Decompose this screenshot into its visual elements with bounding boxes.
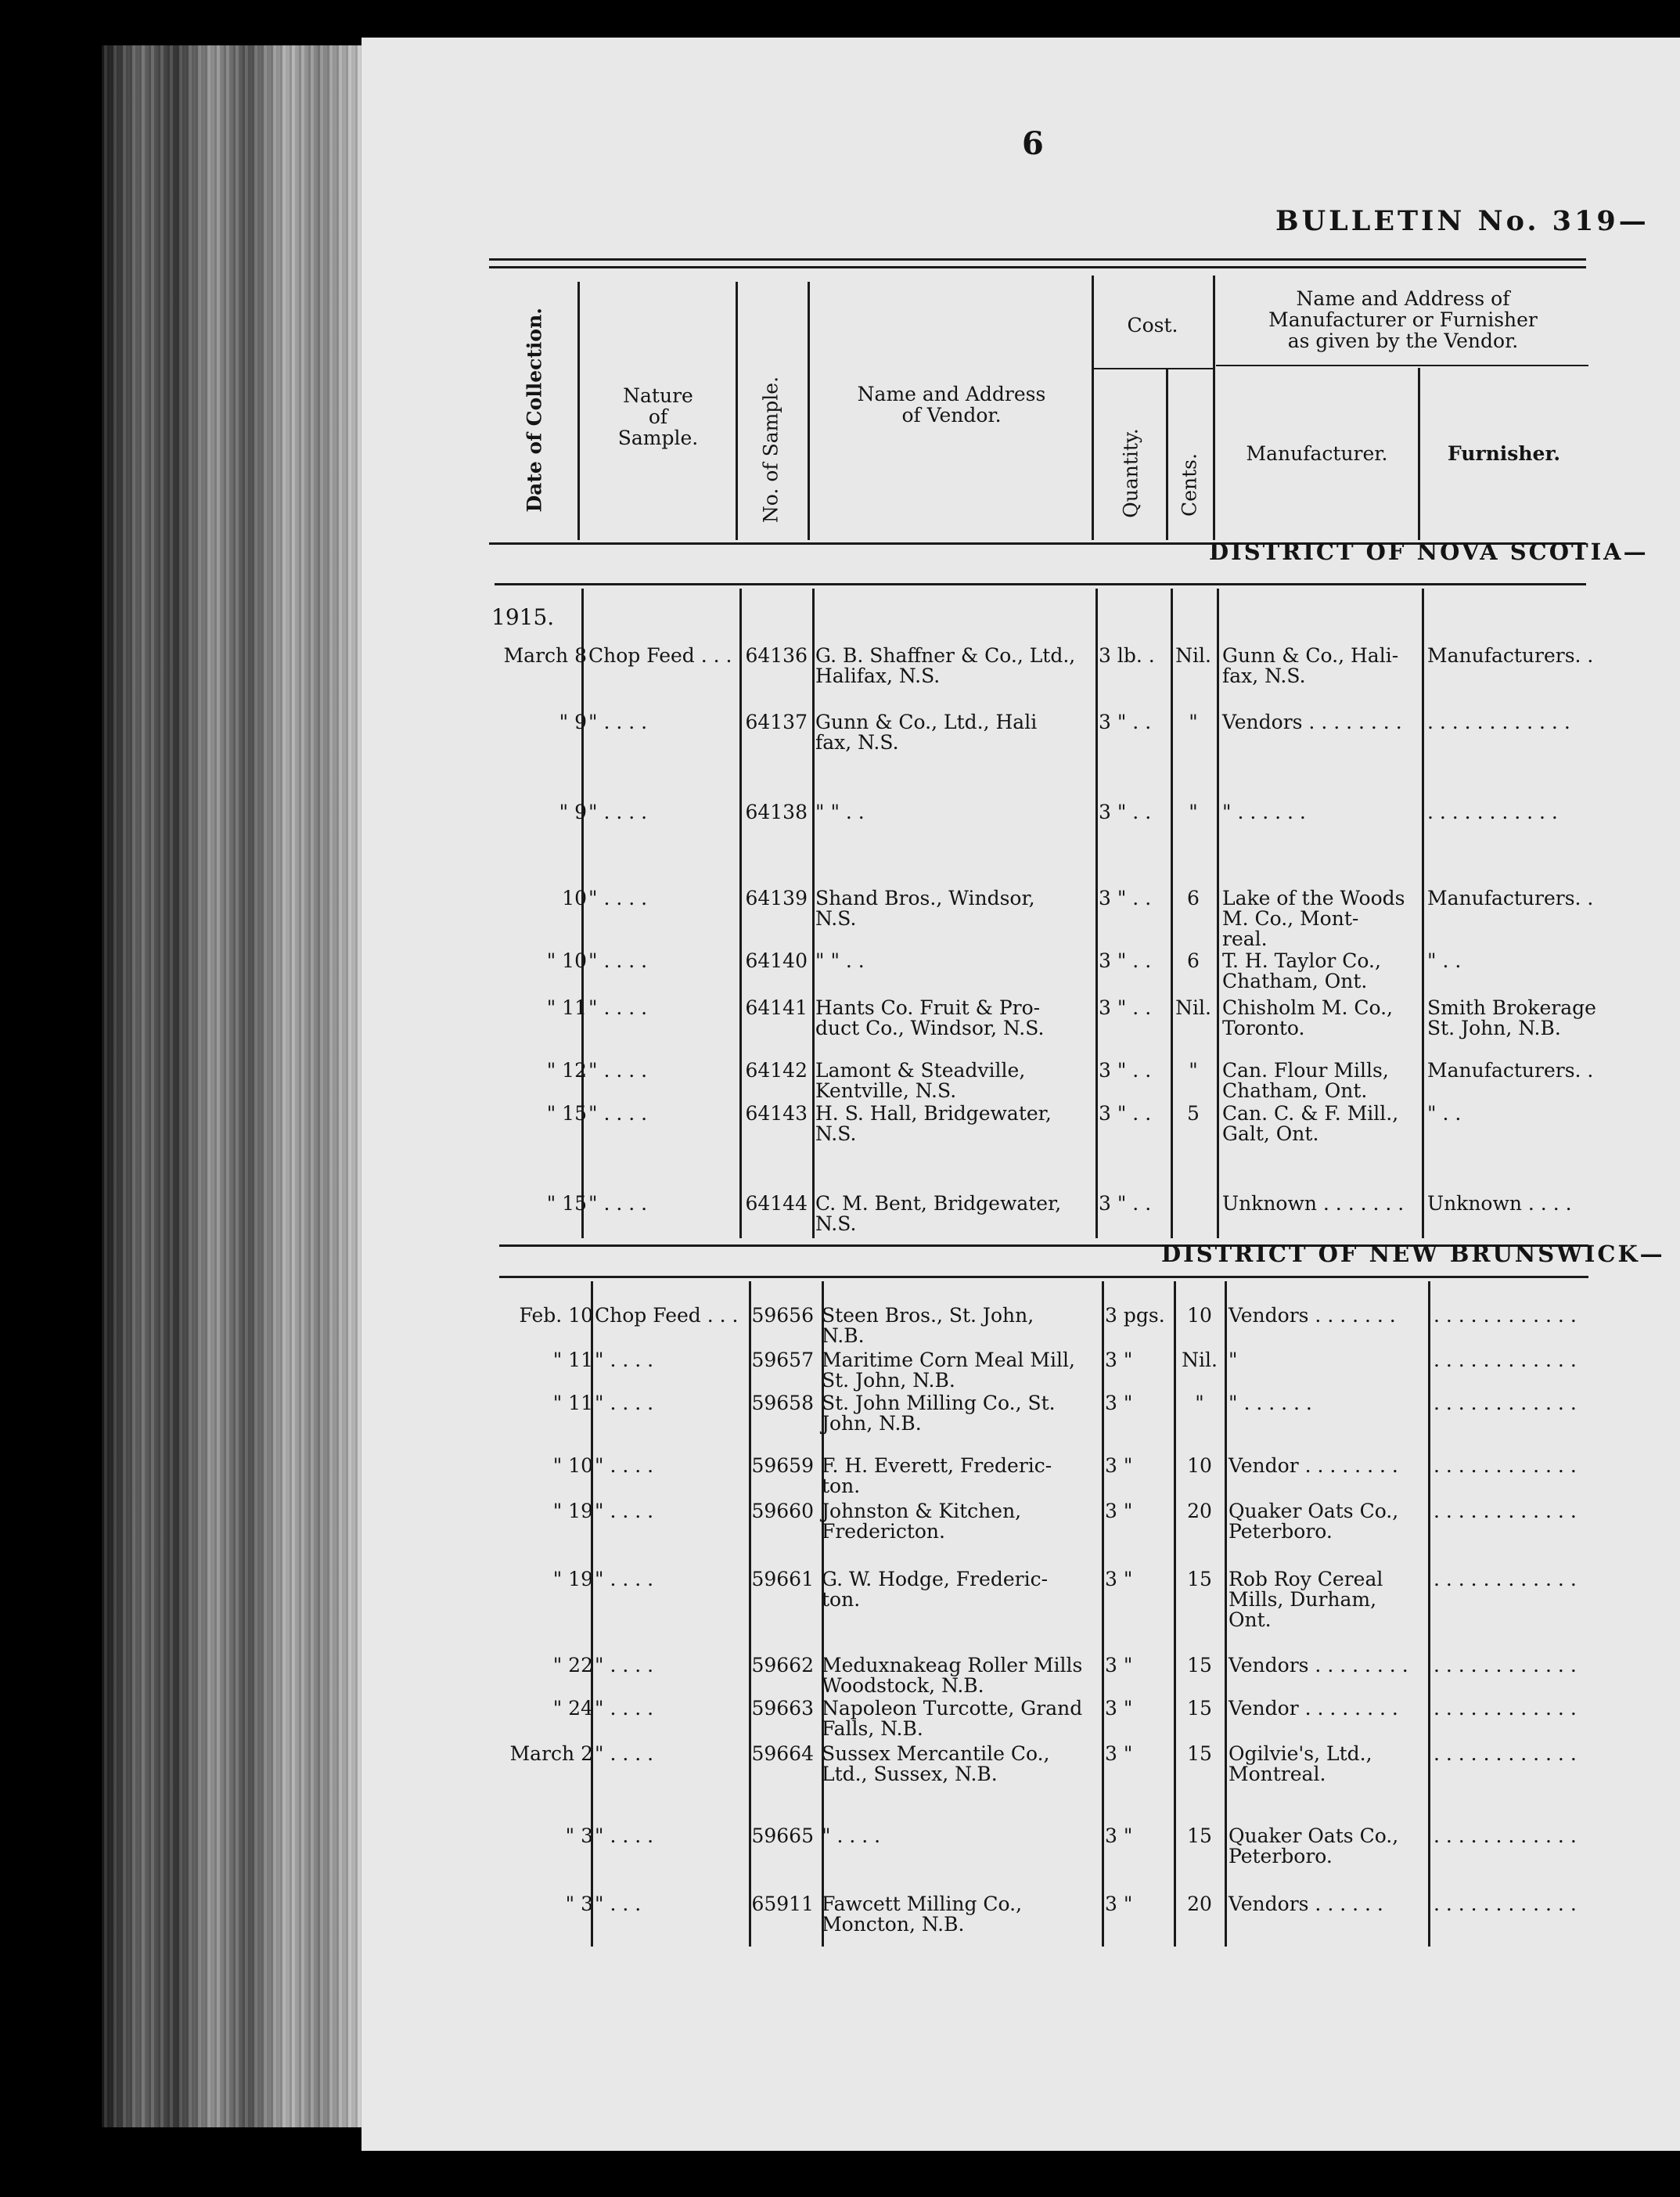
furnisher: . . . . . . . . . . . .: [1434, 1742, 1577, 1765]
manufacturer: " . . . . . .: [1222, 801, 1306, 823]
header-manufacturer-group: Name and Address of Manufacturer or Furnisher as given by the Vendor.: [1268, 287, 1538, 352]
col-line-6-nb: [1225, 1281, 1227, 1947]
vendor-name-address: G. W. Hodge, Frederic- ton.: [822, 1568, 1049, 1611]
header-rule-top-2: [489, 266, 1586, 268]
sample-nature: " . . . .: [588, 949, 648, 972]
sample-number: 64143: [745, 1102, 808, 1125]
manufacturer: Quaker Oats Co., Peterboro.: [1229, 1824, 1399, 1867]
vendor-name-address: Fawcett Milling Co., Moncton, N.B.: [822, 1893, 1023, 1936]
vendor-name-address: Johnston & Kitchen, Fredericton.: [822, 1500, 1022, 1543]
cost-cents: 15: [1187, 1742, 1212, 1765]
sample-number: 59656: [751, 1304, 814, 1327]
sample-number: 59660: [751, 1500, 814, 1522]
quantity: 3 pgs.: [1105, 1304, 1165, 1327]
quantity: 3 ": [1105, 1500, 1133, 1522]
cost-cents: Nil.: [1175, 996, 1211, 1019]
header-date-of-collection: Date of Collection.: [523, 308, 546, 513]
quantity: 3 ": [1105, 1654, 1133, 1677]
vendor-name-address: C. M. Bent, Bridgewater, N.S.: [815, 1192, 1062, 1235]
collection-date: " 3: [565, 1824, 593, 1847]
cost-cents: 5: [1187, 1102, 1200, 1125]
col-line-2-header: [736, 282, 738, 540]
sample-nature: " . . . .: [595, 1654, 654, 1677]
furnisher: . . . . . . . . . . . .: [1427, 711, 1570, 733]
col-line-1-header: [577, 282, 580, 540]
sample-nature: " . . . .: [588, 711, 648, 733]
quantity: 3 " . .: [1099, 949, 1152, 972]
cost-cents: Nil.: [1175, 644, 1211, 667]
manufacturer: ": [1229, 1349, 1238, 1371]
vendor-name-address: Sussex Mercantile Co., Ltd., Sussex, N.B.: [822, 1742, 1050, 1785]
sample-nature: " . . . .: [588, 887, 648, 909]
col-line-2-ns: [739, 589, 742, 1238]
cost-cents: ": [1189, 711, 1198, 733]
year-label: 1915.: [491, 604, 555, 630]
sample-nature: " . . . .: [595, 1454, 654, 1477]
collection-date: " 19: [552, 1568, 593, 1590]
collection-date: " 10: [546, 949, 587, 972]
sample-nature: " . . . .: [595, 1349, 654, 1371]
manufacturer: Gunn & Co., Hali- fax, N.S.: [1222, 644, 1399, 687]
quantity: 3 " . .: [1099, 801, 1152, 823]
header-rule-top: [489, 258, 1586, 261]
collection-date: " 11: [552, 1349, 593, 1371]
cost-cents: 6: [1187, 887, 1200, 909]
book-binding-edge: [102, 45, 368, 2127]
cost-cents: 15: [1187, 1824, 1212, 1847]
col-line-5-header: [1166, 368, 1168, 540]
sample-nature: " . . . .: [595, 1697, 654, 1720]
furnisher: " . .: [1427, 949, 1462, 972]
vendor-name-address: G. B. Shaffner & Co., Ltd., Halifax, N.S.: [815, 644, 1076, 687]
manufacturer: Unknown . . . . . . .: [1222, 1192, 1405, 1215]
manufacturer: Vendors . . . . . . . .: [1222, 711, 1402, 733]
vendor-name-address: Gunn & Co., Ltd., Hali fax, N.S.: [815, 711, 1038, 754]
furnisher: . . . . . . . . . . . .: [1434, 1568, 1577, 1590]
collection-date: " 9: [559, 801, 587, 823]
sample-number: 59665: [751, 1824, 814, 1847]
vendor-name-address: " " . .: [815, 801, 865, 823]
manufacturer: Can. C. & F. Mill., Galt, Ont.: [1222, 1102, 1399, 1145]
furnisher: . . . . . . . . . . . .: [1434, 1654, 1577, 1677]
collection-date: " 19: [552, 1500, 593, 1522]
quantity: 3 ": [1105, 1454, 1133, 1477]
furnisher: Manufacturers. .: [1427, 644, 1594, 667]
collection-date: " 24: [552, 1697, 593, 1720]
sample-number: 59659: [751, 1454, 814, 1477]
vendor-name-address: Steen Bros., St. John, N.B.: [822, 1304, 1034, 1347]
sample-number: 64137: [745, 711, 808, 733]
vendor-name-address: H. S. Hall, Bridgewater, N.S.: [815, 1102, 1052, 1145]
cost-cents: 15: [1187, 1697, 1212, 1720]
manufacturer: Vendors . . . . . .: [1229, 1893, 1383, 1915]
collection-date: 10: [562, 887, 587, 909]
cost-cents: 20: [1187, 1500, 1212, 1522]
header-no-of-sample: No. of Sample.: [759, 376, 782, 524]
furnisher: . . . . . . . . . . . .: [1434, 1500, 1577, 1522]
vendor-name-address: " " . .: [815, 949, 865, 972]
header-manufacturer: Manufacturer.: [1246, 442, 1388, 465]
sample-number: 64136: [745, 644, 808, 667]
furnisher: " . .: [1427, 1102, 1462, 1125]
cost-subrule: [1094, 368, 1214, 369]
collection-date: March 8: [503, 644, 587, 667]
manufacturer: Lake of the Woods M. Co., Mont- real.: [1222, 887, 1405, 950]
cost-cents: 6: [1187, 949, 1200, 972]
collection-date: " 11: [546, 996, 587, 1019]
sample-nature: " . . . .: [595, 1500, 654, 1522]
sample-number: 64141: [745, 996, 808, 1019]
vendor-name-address: Napoleon Turcotte, Grand Falls, N.B.: [822, 1697, 1083, 1740]
vendor-name-address: F. H. Everett, Frederic- ton.: [822, 1454, 1052, 1497]
collection-date: " 15: [546, 1102, 587, 1125]
sample-number: 59664: [751, 1742, 814, 1765]
quantity: 3 " . .: [1099, 711, 1152, 733]
sample-number: 64138: [745, 801, 808, 823]
furnisher: Unknown . . . .: [1427, 1192, 1572, 1215]
bulletin-heading: BULLETIN No. 319—: [1275, 205, 1649, 237]
cost-cents: ": [1195, 1392, 1204, 1414]
manufacturer: Vendors . . . . . . . .: [1229, 1654, 1408, 1677]
furnisher: . . . . . . . . . . . .: [1434, 1304, 1577, 1327]
col-line-6-header: [1213, 276, 1215, 540]
sample-nature: " . . . .: [595, 1568, 654, 1590]
manufacturer: Rob Roy Cereal Mills, Durham, Ont.: [1229, 1568, 1383, 1631]
header-cost: Cost.: [1127, 314, 1178, 337]
collection-date: " 22: [552, 1654, 593, 1677]
collection-date: " 9: [559, 711, 587, 733]
quantity: 3 ": [1105, 1568, 1133, 1590]
sample-number: 64139: [745, 887, 808, 909]
vendor-name-address: Maritime Corn Meal Mill, St. John, N.B.: [822, 1349, 1075, 1392]
header-quantity: Quantity.: [1119, 428, 1142, 518]
quantity: 3 ": [1105, 1742, 1133, 1765]
sample-number: 59658: [751, 1392, 814, 1414]
col-line-6-ns: [1217, 589, 1219, 1238]
col-line-3-ns: [812, 589, 815, 1238]
cost-cents: 10: [1187, 1454, 1212, 1477]
vendor-name-address: " . . . .: [822, 1824, 881, 1847]
collection-date: " 12: [546, 1059, 587, 1082]
sample-nature: " . . . .: [588, 1059, 648, 1082]
collection-date: March 2: [509, 1742, 593, 1765]
sample-nature: " . . . .: [595, 1824, 654, 1847]
cost-cents: ": [1189, 1059, 1198, 1082]
vendor-name-address: Hants Co. Fruit & Pro- duct Co., Windsor, N.S.: [815, 996, 1045, 1039]
sample-nature: " . . .: [595, 1893, 642, 1915]
header-cents: Cents.: [1178, 453, 1201, 517]
col-line-1-ns: [581, 589, 584, 1238]
col-line-5-nb: [1174, 1281, 1176, 1947]
sample-nature: " . . . .: [588, 801, 648, 823]
sample-nature: " . . . .: [588, 996, 648, 1019]
sample-nature: " . . . .: [588, 1102, 648, 1125]
page-number: 6: [1022, 125, 1044, 162]
furnisher: . . . . . . . . . . . .: [1434, 1697, 1577, 1720]
quantity: 3 ": [1105, 1697, 1133, 1720]
manufacturer: Ogilvie's, Ltd., Montreal.: [1229, 1742, 1372, 1785]
section-rule-nova-scotia: [495, 583, 1586, 585]
collection-date: " 11: [552, 1392, 593, 1414]
sample-nature: " . . . .: [588, 1192, 648, 1215]
furnisher: . . . . . . . . . . . .: [1434, 1893, 1577, 1915]
cost-cents: ": [1189, 801, 1198, 823]
furnisher: . . . . . . . . . . .: [1427, 801, 1558, 823]
quantity: 3 " . .: [1099, 887, 1152, 909]
quantity: 3 " . .: [1099, 1192, 1152, 1215]
manufacturer: " . . . . . .: [1229, 1392, 1312, 1414]
vendor-name-address: Shand Bros., Windsor, N.S.: [815, 887, 1035, 930]
sample-nature: Chop Feed . . .: [588, 644, 732, 667]
cost-cents: 10: [1187, 1304, 1212, 1327]
quantity: 3 ": [1105, 1893, 1133, 1915]
section-rule-new-brunswick: [499, 1276, 1588, 1278]
vendor-name-address: St. John Milling Co., St. John, N.B.: [822, 1392, 1056, 1435]
quantity: 3 lb. .: [1099, 644, 1155, 667]
collection-date: " 15: [546, 1192, 587, 1215]
sample-nature: " . . . .: [595, 1742, 654, 1765]
header-nature-of-sample: Nature of Sample.: [617, 384, 699, 449]
sample-number: 59663: [751, 1697, 814, 1720]
col-line-7-header: [1418, 368, 1420, 540]
quantity: 3 ": [1105, 1392, 1133, 1414]
quantity: 3 " . .: [1099, 1059, 1152, 1082]
sample-nature: " . . . .: [595, 1392, 654, 1414]
sample-number: 59662: [751, 1654, 814, 1677]
quantity: 3 " . .: [1099, 1102, 1152, 1125]
cost-cents: 20: [1187, 1893, 1212, 1915]
manufacturer: Vendor . . . . . . . .: [1229, 1697, 1398, 1720]
manufacturer: Chisholm M. Co., Toronto.: [1222, 996, 1393, 1039]
furnisher: Manufacturers. .: [1427, 1059, 1594, 1082]
furnisher: Smith Brokerage St. John, N.B.: [1427, 996, 1596, 1039]
cost-cents: Nil.: [1182, 1349, 1218, 1371]
vendor-name-address: Meduxnakeag Roller Mills Woodstock, N.B.: [822, 1654, 1083, 1697]
sample-number: 64144: [745, 1192, 808, 1215]
manufacturer: Quaker Oats Co., Peterboro.: [1229, 1500, 1399, 1543]
sample-nature: Chop Feed . . .: [595, 1304, 739, 1327]
name-address-subrule: [1216, 365, 1588, 366]
cost-cents: 15: [1187, 1568, 1212, 1590]
sample-number: 64140: [745, 949, 808, 972]
furnisher: . . . . . . . . . . . .: [1434, 1392, 1577, 1414]
furnisher: . . . . . . . . . . . .: [1434, 1824, 1577, 1847]
furnisher: . . . . . . . . . . . .: [1434, 1349, 1577, 1371]
col-line-5-ns: [1171, 589, 1173, 1238]
sample-number: 64142: [745, 1059, 808, 1082]
quantity: 3 ": [1105, 1824, 1133, 1847]
collection-date: " 10: [552, 1454, 593, 1477]
furnisher: Manufacturers. .: [1427, 887, 1594, 909]
section-title-new-brunswick: DISTRICT OF NEW BRUNSWICK—: [1161, 1241, 1665, 1267]
furnisher: . . . . . . . . . . . .: [1434, 1454, 1577, 1477]
quantity: 3 " . .: [1099, 996, 1152, 1019]
manufacturer: Vendors . . . . . . .: [1229, 1304, 1396, 1327]
sample-number: 65911: [751, 1893, 814, 1915]
header-vendor: Name and Address of Vendor.: [857, 383, 1046, 427]
section-title-nova-scotia: DISTRICT OF NOVA SCOTIA—: [1209, 538, 1649, 565]
header-furnisher: Furnisher.: [1447, 442, 1561, 465]
collection-date: " 3: [565, 1893, 593, 1915]
sample-number: 59661: [751, 1568, 814, 1590]
cost-cents: 15: [1187, 1654, 1212, 1677]
sample-number: 59657: [751, 1349, 814, 1371]
quantity: 3 ": [1105, 1349, 1133, 1371]
vendor-name-address: Lamont & Steadville, Kentville, N.S.: [815, 1059, 1026, 1102]
col-line-3-header: [808, 282, 810, 540]
manufacturer: Vendor . . . . . . . .: [1229, 1454, 1398, 1477]
manufacturer: Can. Flour Mills, Chatham, Ont.: [1222, 1059, 1389, 1102]
manufacturer: T. H. Taylor Co., Chatham, Ont.: [1222, 949, 1381, 992]
collection-date: Feb. 10: [519, 1304, 593, 1327]
